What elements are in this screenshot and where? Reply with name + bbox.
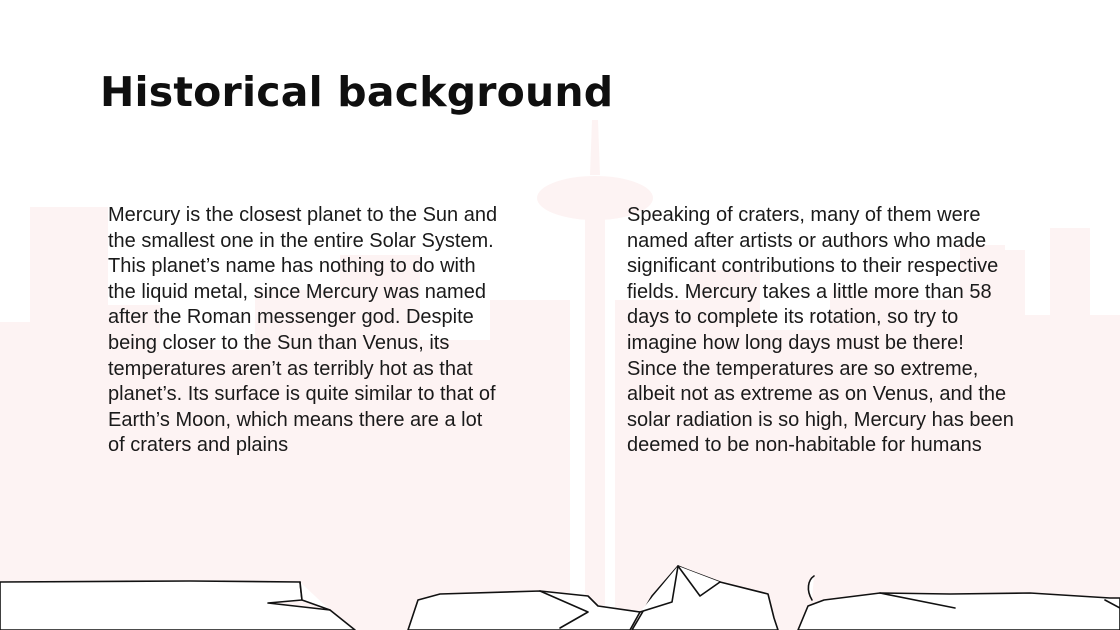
body-text-right: Speaking of craters, many of them were named after artists or authors who made significant contributions to their respective fields. Mercury takes a little more than 58 days to complete its rotation, so try to imagine how long days must be there! Since the temperatures are so extreme, albeit not as extreme as on Venus, and the solar radiation is so high, Mercury has been deemed to be non-habitable for humans [627,204,1014,457]
body-text-left: Mercury is the closest planet to the Sun and the smallest one in the entire Solar System. This planet’s name has nothing to do with the liquid metal, since Mercury was named after the Roman messenger god. Despite being closer to the Sun than Venus, its temperatures aren’t as terribly hot as that planet’s. Its surface is quite similar to that of Earth’s Moon, which means there are a lot of craters and plains [108,204,498,457]
slide-title: Historical background [100,68,614,116]
